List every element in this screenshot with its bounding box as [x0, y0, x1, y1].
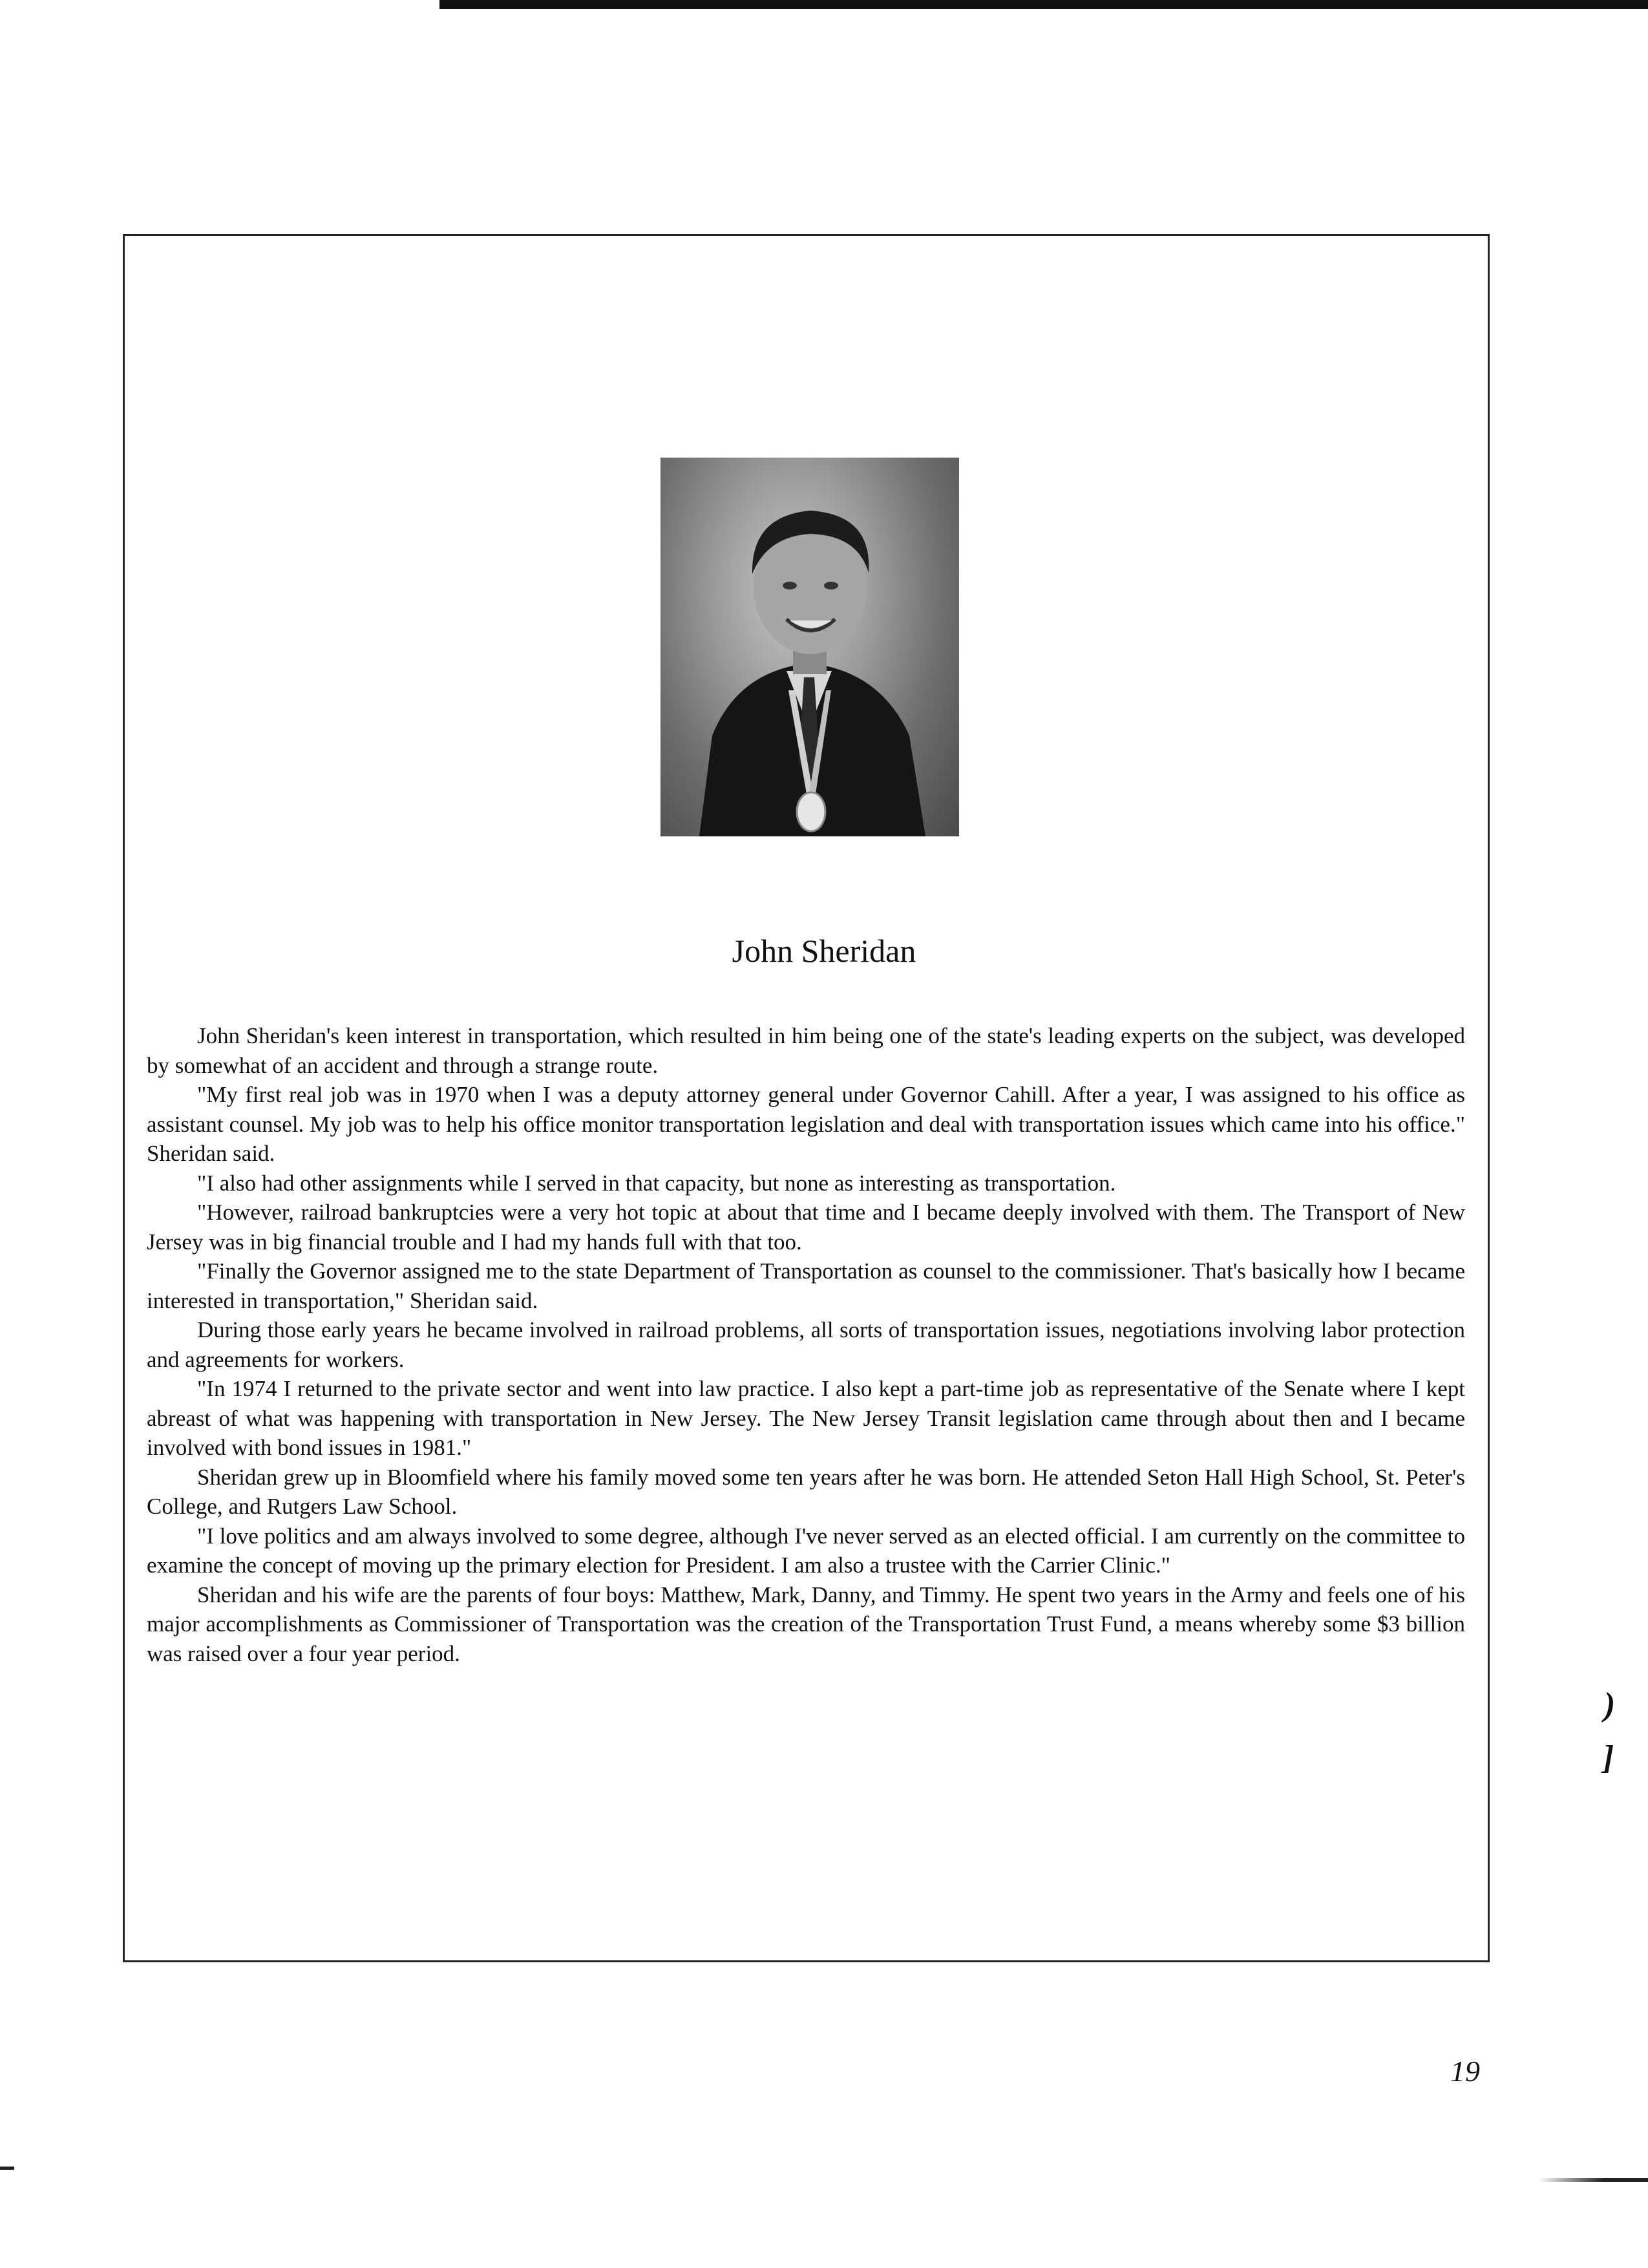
article-paragraph: "However, railroad bankruptcies were a very hot topic at about that time and I became deeply involved with them. The Transport of New Jersey was in big financial trouble and I had my hands full with that too.: [147, 1200, 1465, 1255]
margin-mark: ]: [1603, 1739, 1614, 1776]
scan-edge-mark: [1538, 2178, 1648, 2182]
article-paragraph: During those early years he became involved in railroad problems, all sorts of transportation issues, negotiations involving labor protection and agreements for workers.: [147, 1317, 1465, 1372]
article-paragraph: "I love politics and am always involved to some degree, although I've never served as an elected official. I am currently on the committee to examine the concept of moving up the primary election for President. I am also a trustee with the Carrier Clinic.": [147, 1523, 1465, 1578]
article-paragraph: "Finally the Governor assigned me to the state Department of Transportation as counsel to the commissioner. That's basically how I became interested in transportation," Sheridan said.: [147, 1258, 1465, 1313]
profile-article: [147, 1021, 1465, 1668]
article-paragraph: John Sheridan's keen interest in transportation, which resulted in him being one of the state's leading experts on the subject, was developed by somewhat of an accident and through a strange route.: [147, 1023, 1465, 1078]
article-paragraph: Sheridan and his wife are the parents of four boys: Matthew, Mark, Danny, and Timmy. He spent two years in the Army and feels one of his major accomplishments as Commissioner of Transportation was the creation of the Transportation Trust Fund, a means whereby some $3 billion was raised over a four year period.: [147, 1582, 1465, 1666]
scan-top-edge: [439, 0, 1648, 9]
margin-mark: ): [1604, 1686, 1616, 1723]
article-paragraph: Sheridan grew up in Bloomfield where his family moved some ten years after he was born. He attended Seton Hall High School, St. Peter's College, and Rutgers Law School.: [147, 1464, 1465, 1519]
portrait-illustration: [660, 458, 959, 836]
article-paragraph: "My first real job was in 1970 when I was a deputy attorney general under Governor Cahill. After a year, I was assigned to his office as assistant counsel. My job was to help his office monitor transportation legislation and deal with transportation issues which came into his office." Sheridan said.: [147, 1082, 1465, 1166]
profile-name: John Sheridan: [732, 933, 916, 969]
page-number: 19: [1450, 2055, 1480, 2088]
article-paragraph: "In 1974 I returned to the private sector and went into law practice. I also kept a part-time job as representative of the Senate where I kept abreast of what was happening with transportation in New Jersey. The New Jersey Transit legislation came through about then and I became involved with bond issues in 1981.": [147, 1376, 1465, 1460]
article-paragraph: "I also had other assignments while I served in that capacity, but none as interesting as transportation.: [197, 1170, 1116, 1196]
scan-edge-mark: [0, 2167, 14, 2170]
portrait-photo: [660, 458, 959, 836]
